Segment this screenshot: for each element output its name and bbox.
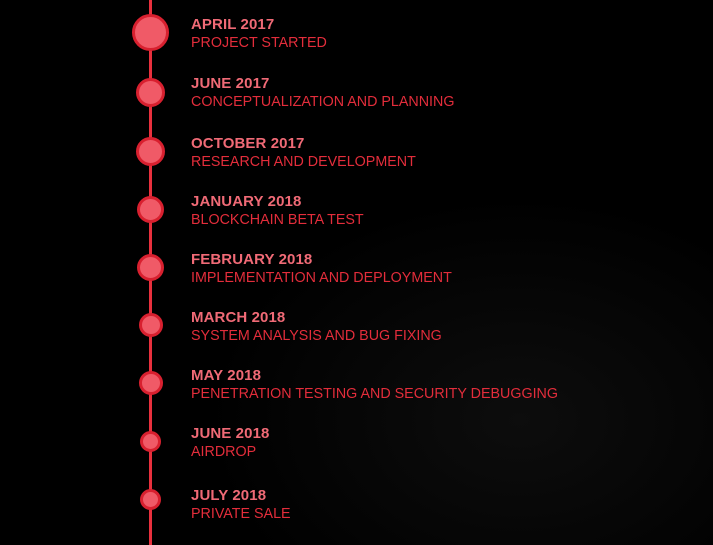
milestone [191, 16, 327, 52]
milestone-marker [139, 371, 163, 395]
milestone-description: PROJECT STARTED [191, 35, 327, 51]
milestone [191, 309, 442, 345]
milestone-date: JUNE 2017 [191, 75, 270, 92]
milestone-marker [132, 14, 169, 51]
milestone-marker [139, 313, 163, 337]
milestone-marker [136, 78, 165, 107]
milestone-marker [137, 254, 164, 281]
milestone-date: MAY 2018 [191, 367, 262, 384]
milestone-marker [136, 137, 165, 166]
milestone-description: AIRDROP [191, 444, 257, 460]
milestone-description: SYSTEM ANALYSIS AND BUG FIXING [191, 328, 442, 344]
milestone-date: MARCH 2018 [191, 309, 286, 326]
milestone-description: PENETRATION TESTING AND SECURITY DEBUGGING [191, 386, 559, 402]
milestone-description: CONCEPTUALIZATION AND PLANNING [191, 94, 455, 110]
milestone-marker [140, 431, 161, 452]
milestone [191, 193, 364, 229]
milestone-date: JANUARY 2018 [191, 193, 302, 210]
milestone-date: FEBRUARY 2018 [191, 251, 313, 268]
milestone [191, 251, 452, 287]
milestone [191, 367, 558, 403]
milestone-date: APRIL 2017 [191, 16, 275, 33]
milestone-date: OCTOBER 2017 [191, 135, 305, 152]
milestone [191, 425, 269, 461]
milestone-marker [137, 196, 164, 223]
milestone-description: BLOCKCHAIN BETA TEST [191, 212, 364, 228]
milestone [191, 75, 454, 111]
milestone-description: IMPLEMENTATION AND DEPLOYMENT [191, 270, 452, 286]
milestone [191, 135, 416, 171]
milestone-description: PRIVATE SALE [191, 506, 291, 522]
milestone-marker [140, 489, 161, 510]
milestone-description: RESEARCH AND DEVELOPMENT [191, 154, 416, 170]
milestone-date: JUNE 2018 [191, 425, 270, 442]
milestone-date: JULY 2018 [191, 487, 267, 504]
milestone [191, 487, 291, 523]
